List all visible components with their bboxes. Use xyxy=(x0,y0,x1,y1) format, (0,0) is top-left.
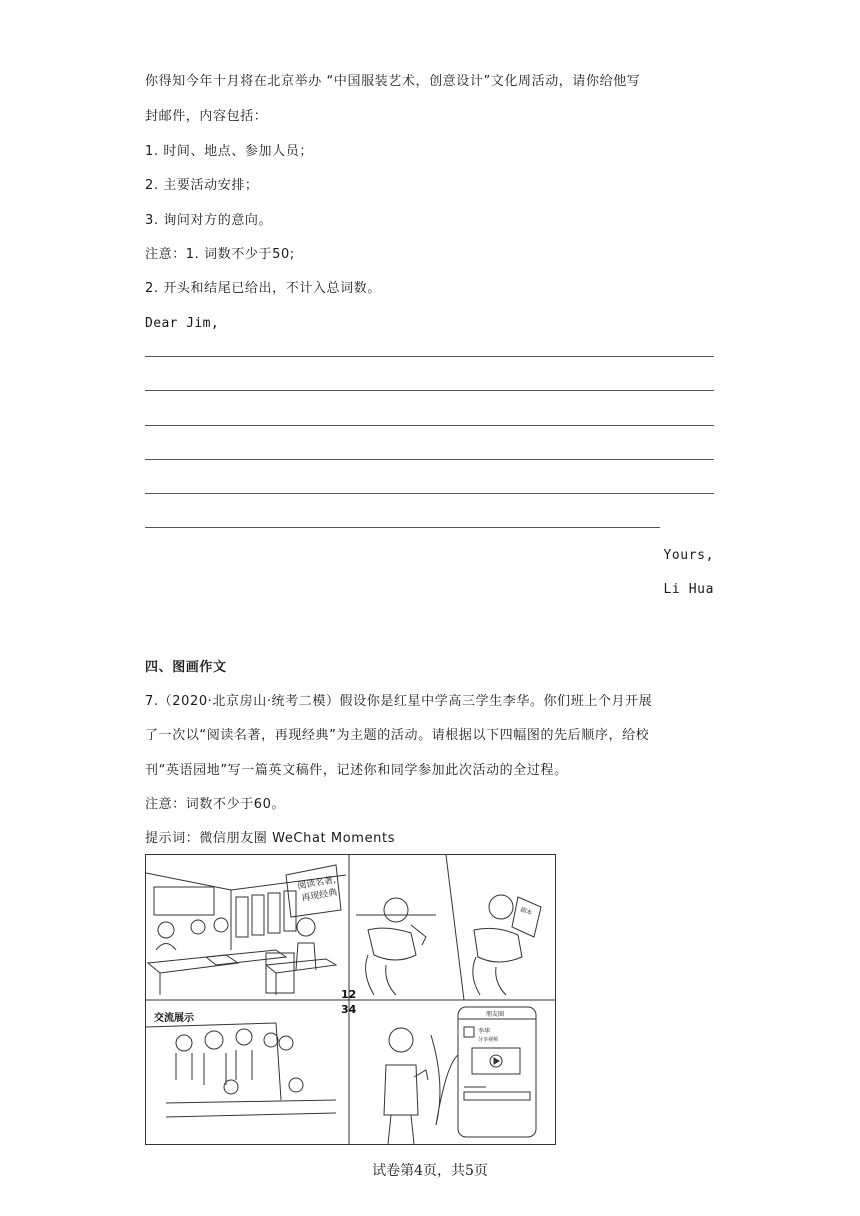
question-line-1: 7.（2020·北京房山·统考二模）假设你是红星中学高三学生李华。你们班上个月开展 xyxy=(145,694,653,709)
panel-numbers-bottom: 34 xyxy=(341,1003,357,1016)
panel-3-label: 交流展示 xyxy=(154,1013,194,1024)
note-1: 注意：1. 词数不少于50; xyxy=(145,247,295,262)
writing-line-5[interactable] xyxy=(145,493,714,494)
section-heading: 四、图画作文 xyxy=(145,660,227,675)
question-line-2: 了一次以“阅读名著，再现经典”为主题的活动。请根据以下四幅图的先后顺序，给校 xyxy=(145,728,650,743)
writing-line-1[interactable] xyxy=(145,356,714,357)
intro-line-1: 你得知今年十月将在北京举办 “中国服装艺术，创意设计”文化周活动，请你给他写 xyxy=(145,74,641,89)
writing-line-3[interactable] xyxy=(145,425,714,426)
panel-numbers-top: 12 xyxy=(341,988,357,1001)
board-text-1: 阅读名著, xyxy=(296,875,337,892)
requirement-1: 1. 时间、地点、参加人员； xyxy=(145,144,313,159)
page-footer: 试卷第4页，共5页 xyxy=(372,1163,488,1179)
intro-line-2: 封邮件，内容包括： xyxy=(145,109,268,124)
question-line-3: 刊“英语园地”写一篇英文稿件，记述你和同学参加此次活动的全过程。 xyxy=(145,763,568,778)
writing-line-6[interactable] xyxy=(145,527,660,528)
requirement-3: 3. 询问对方的意向。 xyxy=(145,213,273,228)
phone-user: 李华 xyxy=(478,1028,491,1035)
phone-sub: 分享视频 xyxy=(478,1037,499,1043)
note-2: 2. 开头和结尾已给出，不计入总词数。 xyxy=(145,281,381,296)
writing-line-2[interactable] xyxy=(145,390,714,391)
letter-signature: Li Hua xyxy=(663,582,714,597)
illustration-drawing xyxy=(146,855,555,1144)
question-note: 注意：词数不少于60。 xyxy=(145,797,286,812)
phone-title: 朋友圈 xyxy=(486,1011,505,1018)
question-hint: 提示词：微信朋友圈 WeChat Moments xyxy=(145,831,396,846)
paper-label: 剧本 xyxy=(519,906,534,917)
requirement-2: 2. 主要活动安排； xyxy=(145,178,259,193)
writing-line-4[interactable] xyxy=(145,459,714,460)
letter-greeting: Dear Jim, xyxy=(145,316,220,331)
four-panel-illustration xyxy=(145,854,556,1145)
board-text-2: 再现经典 xyxy=(300,887,338,904)
letter-closing: Yours, xyxy=(663,548,714,563)
